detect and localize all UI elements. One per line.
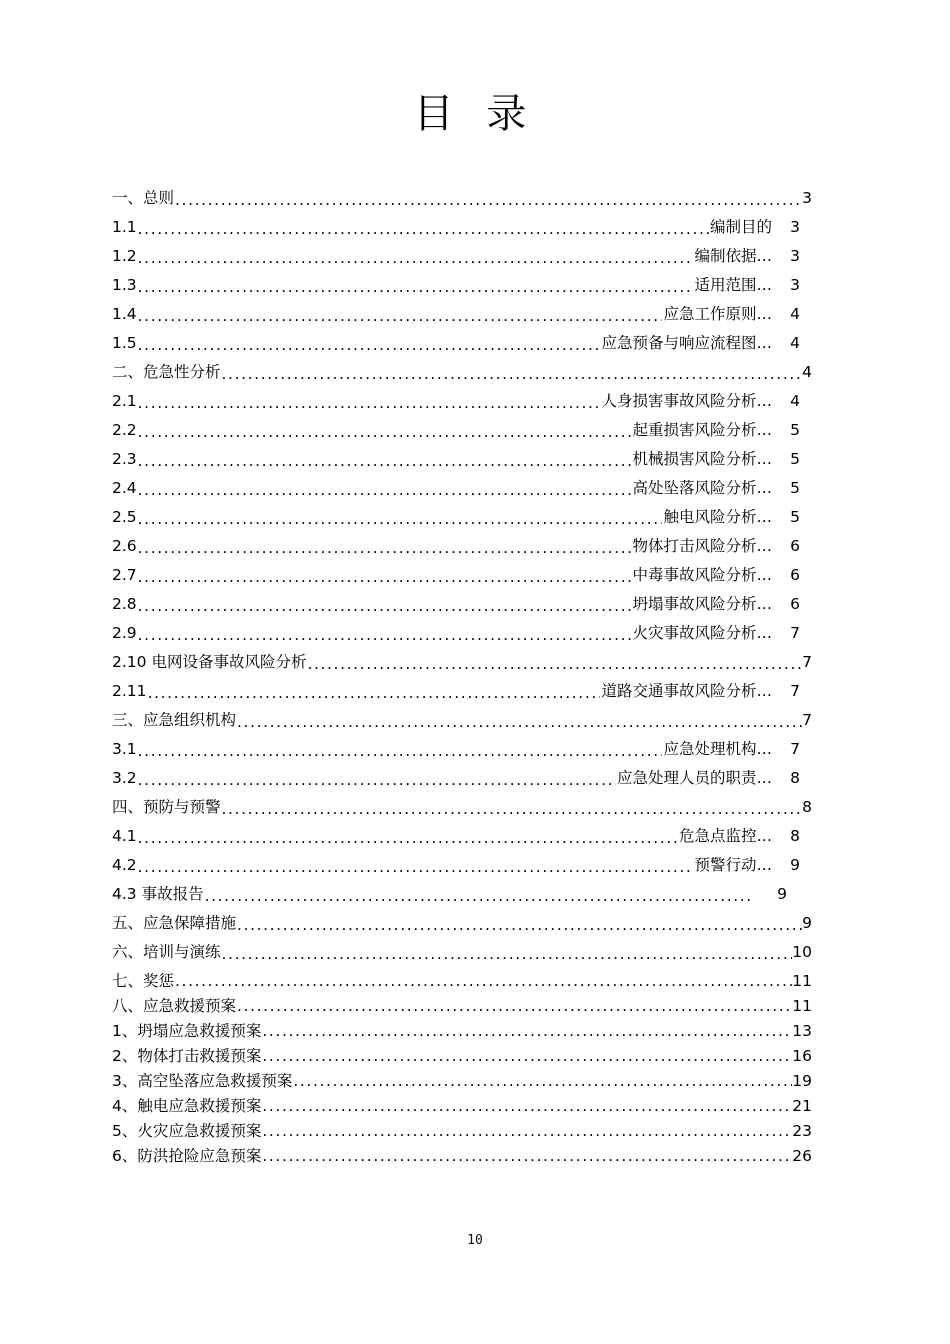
toc-entry[interactable] (112, 797, 812, 826)
toc-dot-leader (262, 1052, 792, 1066)
toc-entry-label: 2.3 (112, 450, 137, 468)
toc-entry-label: 2.6 (112, 537, 137, 555)
toc-entry-label: 四、预防与预警 (112, 798, 221, 816)
toc-entry-label: 二、危急性分析 (112, 363, 221, 381)
toc-entry-title: 起重损害风险分析… (632, 421, 772, 439)
toc-entry-label: 1.2 (112, 247, 137, 265)
toc-entry[interactable] (112, 623, 812, 652)
toc-dot-leader (175, 196, 802, 210)
toc-entry-label: 2.5 (112, 508, 137, 526)
toc-entry-title: 应急处理机构… (663, 740, 772, 758)
toc-entry[interactable] (112, 188, 812, 217)
toc-entry-label: 4、触电应急救援预案 (112, 1097, 262, 1115)
toc-entry-label: 2.7 (112, 566, 137, 584)
toc-dot-leader (138, 428, 632, 442)
page-title: 目 录 (413, 91, 537, 137)
toc-entry[interactable] (112, 246, 812, 275)
toc-entry[interactable] (112, 710, 812, 739)
toc-entry-title: 应急处理人员的职责… (616, 769, 772, 787)
toc-dot-leader (148, 689, 601, 703)
toc-entry[interactable] (112, 942, 812, 971)
toc-entry[interactable] (112, 768, 812, 797)
footer-page-number: 10 (467, 1233, 483, 1248)
toc-entry-label: 2.4 (112, 479, 137, 497)
toc-dot-leader (138, 457, 632, 471)
toc-entry[interactable] (112, 1146, 812, 1171)
toc-entry-label: 5、火灾应急救援预案 (112, 1122, 262, 1140)
toc-dot-leader (138, 573, 632, 587)
toc-dot-leader (222, 805, 803, 819)
toc-entry-title: 中毒事故风险分析… (632, 566, 772, 584)
toc-entry-label: 4.3 事故报告 (112, 885, 204, 903)
toc-entry[interactable] (112, 449, 812, 478)
toc-entry-page-number: 5 (790, 479, 800, 497)
toc-entry-label: 八、应急救援预案 (112, 997, 237, 1015)
toc-entry[interactable] (112, 1046, 812, 1071)
toc-entry-label: 2.10 电网设备事故风险分析 (112, 653, 307, 671)
toc-entry[interactable] (112, 304, 812, 333)
toc-entry[interactable] (112, 1021, 812, 1046)
toc-entry-title: 编制目的 (709, 218, 772, 236)
toc-dot-leader (138, 399, 601, 413)
toc-dot-leader (138, 776, 616, 790)
toc-dot-leader (138, 486, 632, 500)
toc-entry-page-number: 23 (792, 1122, 812, 1140)
toc-entry-page-number: 11 (792, 972, 812, 990)
toc-entry-page-number: 7 (790, 740, 800, 758)
toc-entry-label: 1.5 (112, 334, 137, 352)
toc-entry-page-number: 4 (790, 392, 800, 410)
toc-entry-label: 1.1 (112, 218, 137, 236)
toc-entry[interactable] (112, 739, 812, 768)
toc-entry-page-number: 16 (792, 1047, 812, 1065)
toc-entry-label: 6、防洪抢险应急预案 (112, 1147, 262, 1165)
toc-dot-leader (138, 283, 694, 297)
toc-entry-title: 物体打击风险分析… (632, 537, 772, 555)
toc-dot-leader (237, 921, 802, 935)
toc-entry-label: 4.1 (112, 827, 137, 845)
toc-dot-leader (138, 225, 709, 239)
toc-dot-leader (222, 950, 793, 964)
toc-entry[interactable] (112, 996, 812, 1021)
toc-entry-page-number: 11 (792, 997, 812, 1015)
toc-entry-page-number: 9 (802, 914, 812, 932)
toc-dot-leader (307, 660, 802, 674)
toc-entry-label: 3、高空坠落应急救援预案 (112, 1072, 293, 1090)
toc-entry-page-number: 3 (790, 276, 800, 294)
toc-entry-page-number: 6 (790, 595, 800, 613)
toc-dot-leader (262, 1127, 792, 1141)
toc-entry-title: 应急工作原则… (663, 305, 772, 323)
toc-entry-page-number: 7 (790, 682, 800, 700)
toc-entry-page-number: 3 (802, 189, 812, 207)
toc-entry-label: 3.1 (112, 740, 137, 758)
toc-entry-title: 人身损害事故风险分析… (601, 392, 772, 410)
toc-entry[interactable] (112, 362, 812, 391)
toc-entry-title: 适用范围… (694, 276, 772, 294)
toc-entry-page-number: 13 (792, 1022, 812, 1040)
toc-entry-title: 坍塌事故风险分析… (632, 595, 772, 613)
toc-entry[interactable] (112, 217, 812, 246)
toc-entry-title: 机械损害风险分析… (632, 450, 772, 468)
toc-dot-leader (138, 254, 694, 268)
toc-entry[interactable] (112, 1096, 812, 1121)
toc-dot-leader (262, 1027, 792, 1041)
toc-entry-page-number: 8 (790, 769, 800, 787)
toc-entry[interactable] (112, 391, 812, 420)
toc-entry-page-number: 9 (777, 885, 787, 903)
toc-entry-label: 2.9 (112, 624, 137, 642)
toc-dot-leader (175, 977, 792, 991)
toc-entry-page-number: 9 (790, 856, 800, 874)
toc-dot-leader (262, 1152, 792, 1166)
toc-dot-leader (293, 1077, 792, 1091)
toc-entry-label: 2.1 (112, 392, 137, 410)
toc-entry-page-number: 5 (790, 508, 800, 526)
toc-entry[interactable] (112, 333, 812, 362)
toc-entry-label: 1.4 (112, 305, 137, 323)
toc-entry-label: 3.2 (112, 769, 137, 787)
toc-entry[interactable] (112, 1121, 812, 1146)
toc-dot-leader (138, 515, 663, 529)
toc-entry-label: 4.2 (112, 856, 137, 874)
toc-dot-leader (237, 1002, 792, 1016)
toc-entry-title: 高处坠落风险分析… (632, 479, 772, 497)
table-of-contents (112, 188, 812, 1171)
toc-entry-page-number: 3 (790, 218, 800, 236)
toc-entry-label: 2.8 (112, 595, 137, 613)
toc-dot-leader (138, 863, 694, 877)
toc-dot-leader (205, 892, 752, 906)
toc-entry-title: 道路交通事故风险分析… (601, 682, 772, 700)
toc-entry-label: 1、坍塌应急救援预案 (112, 1022, 262, 1040)
toc-entry-title: 编制依据… (694, 247, 772, 265)
toc-entry-title: 预警行动… (694, 856, 772, 874)
toc-entry[interactable] (112, 913, 812, 942)
toc-entry[interactable] (112, 652, 812, 681)
toc-entry-page-number: 4 (790, 305, 800, 323)
toc-dot-leader (222, 370, 803, 384)
toc-entry-label: 五、应急保障措施 (112, 914, 237, 932)
toc-entry-page-number: 5 (790, 450, 800, 468)
toc-entry[interactable] (112, 884, 812, 913)
toc-entry[interactable] (112, 478, 812, 507)
toc-dot-leader (138, 602, 632, 616)
toc-entry-page-number: 21 (792, 1097, 812, 1115)
toc-entry-title: 应急预备与响应流程图… (601, 334, 772, 352)
toc-dot-leader (138, 747, 663, 761)
toc-entry-label: 2、物体打击救援预案 (112, 1047, 262, 1065)
toc-entry[interactable] (112, 507, 812, 536)
toc-dot-leader (138, 544, 632, 558)
toc-entry[interactable] (112, 1071, 812, 1096)
toc-entry[interactable] (112, 420, 812, 449)
toc-entry-page-number: 5 (790, 421, 800, 439)
toc-entry-page-number: 10 (792, 943, 812, 961)
toc-entry-page-number: 6 (790, 537, 800, 555)
toc-entry[interactable] (112, 971, 812, 996)
toc-entry-page-number: 4 (802, 363, 812, 381)
toc-entry-page-number: 8 (802, 798, 812, 816)
toc-entry-label: 一、总则 (112, 189, 175, 207)
toc-entry-page-number: 7 (802, 711, 812, 729)
toc-entry-page-number: 4 (790, 334, 800, 352)
toc-entry-page-number: 7 (790, 624, 800, 642)
toc-entry-label: 2.2 (112, 421, 137, 439)
toc-entry[interactable] (112, 275, 812, 304)
toc-entry-label: 七、奖惩 (112, 972, 175, 990)
toc-entry-label: 六、培训与演练 (112, 943, 221, 961)
toc-entry-label: 2.11 (112, 682, 147, 700)
toc-entry-title: 危急点监控… (678, 827, 772, 845)
toc-dot-leader (237, 718, 802, 732)
toc-entry-page-number: 6 (790, 566, 800, 584)
toc-dot-leader (138, 631, 632, 645)
toc-dot-leader (138, 312, 663, 326)
toc-entry-label: 三、应急组织机构 (112, 711, 237, 729)
toc-entry[interactable] (112, 594, 812, 623)
toc-entry[interactable] (112, 855, 812, 884)
toc-entry-title: 触电风险分析… (663, 508, 772, 526)
toc-entry[interactable] (112, 536, 812, 565)
toc-dot-leader (138, 341, 601, 355)
toc-entry-page-number: 26 (792, 1147, 812, 1165)
toc-entry-title: 火灾事故风险分析… (632, 624, 772, 642)
toc-entry-page-number: 19 (792, 1072, 812, 1090)
toc-entry-page-number: 3 (790, 247, 800, 265)
toc-entry[interactable] (112, 565, 812, 594)
toc-entry-page-number: 8 (790, 827, 800, 845)
toc-dot-leader (138, 834, 678, 848)
toc-entry[interactable] (112, 681, 812, 710)
toc-entry-label: 1.3 (112, 276, 137, 294)
toc-entry[interactable] (112, 826, 812, 855)
toc-entry-page-number: 7 (802, 653, 812, 671)
toc-dot-leader (262, 1102, 792, 1116)
